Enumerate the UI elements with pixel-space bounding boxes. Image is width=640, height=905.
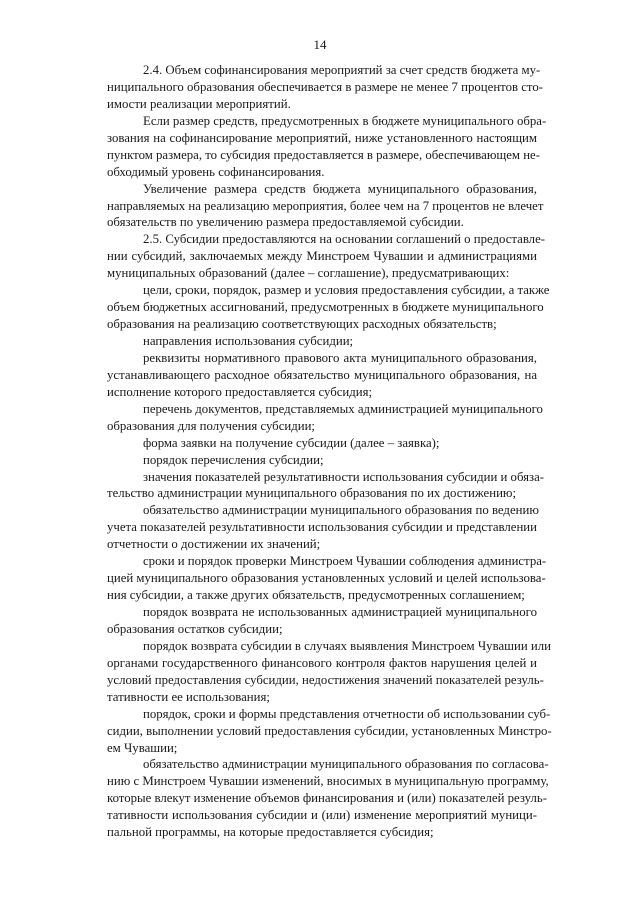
text-line: порядок возврата субсидии в случаях выявления Минстроем Чувашии или bbox=[143, 638, 551, 653]
text-line: тативности использования субсидии и (или) изменение мероприятий муници- bbox=[107, 808, 537, 823]
text-line: сидии, выполнении условий предоставления субсидии, установленных Минстро- bbox=[107, 723, 552, 738]
page-number: 14 bbox=[313, 37, 327, 52]
text-line: ния субсидии, а также других обязательств, предусмотренных соглашением; bbox=[107, 588, 525, 603]
text-line: условий предоставления субсидии, недостижения значений показателей резуль- bbox=[107, 672, 544, 687]
text-line: тативности ее использования; bbox=[107, 689, 270, 704]
text-line: обязательств по увеличению размера предоставляемой субсидии. bbox=[107, 215, 464, 230]
text-line: обходимый уровень софинансирования. bbox=[107, 164, 325, 179]
text-line: обязательство администрации муниципального образования по ведению bbox=[143, 503, 539, 518]
text-line: форма заявки на получение субсидии (далее – заявка); bbox=[143, 435, 440, 450]
text-line: порядок перечисления субсидии; bbox=[143, 452, 324, 467]
text-line: муниципальных образований (далее – соглашение), предусматривающих: bbox=[107, 266, 510, 281]
text-line: нию с Минстроем Чувашии изменений, вносимых в муниципальную программу, bbox=[107, 774, 549, 789]
text-line: пальной программы, на которые предоставляется субсидия; bbox=[107, 825, 434, 840]
text-line: 2.5. Субсидии предоставляются на основании соглашений о предоставле- bbox=[143, 232, 546, 247]
text-line: сроки и порядок проверки Минстроем Чувашии соблюдения администра- bbox=[143, 554, 547, 569]
text-line: образования остатков субсидии; bbox=[107, 621, 283, 636]
text-line: образования на реализацию соответствующих расходных обязательств; bbox=[107, 317, 497, 332]
text-line: перечень документов, представляемых администрацией муниципального bbox=[143, 401, 543, 416]
text-line: реквизиты нормативного правового акта муниципального образования, bbox=[143, 350, 537, 365]
document-body bbox=[107, 62, 552, 841]
text-line: органами государственного финансового контроля фактов нарушения целей и bbox=[107, 655, 537, 670]
text-line: отчетности о достижении их значений; bbox=[107, 537, 321, 552]
text-line: обязательство администрации муниципального образования по согласова- bbox=[143, 757, 549, 772]
text-line: Увеличение размера средств бюджета муниципального образования, bbox=[143, 181, 537, 196]
text-line: имости реализации мероприятий. bbox=[107, 96, 291, 111]
text-line: цией муниципального образования установленных условий и целей использова- bbox=[107, 571, 546, 586]
text-line: нии субсидий, заключаемых между Минстроем Чувашии и администрациями bbox=[107, 249, 537, 264]
text-line: значения показателей результативности использования субсидии и обяза- bbox=[143, 469, 545, 484]
text-line: 2.4. Объем софинансирования мероприятий за счет средств бюджета му- bbox=[143, 63, 541, 77]
text-line: Если размер средств, предусмотренных в бюджете муниципального обра- bbox=[143, 113, 547, 128]
text-line: направления использования субсидии; bbox=[143, 334, 354, 348]
text-line: пунктом размера, то субсидия предоставляется в размере, обеспечивающем не- bbox=[107, 147, 541, 162]
text-line: образования для получения субсидии; bbox=[107, 418, 315, 433]
text-line: направляемых на реализацию мероприятия, более чем на 7 процентов не влечет bbox=[107, 198, 544, 213]
text-line: зования на софинансирование мероприятий, ниже установленного настоящим bbox=[107, 130, 537, 145]
text-line: ниципального образования обеспечивается в размере не менее 7 процентов сто- bbox=[107, 79, 543, 94]
text-line: цели, сроки, порядок, размер и условия предоставления субсидии, а также bbox=[143, 283, 550, 298]
text-line: тельство администрации муниципального образования по их достижению; bbox=[107, 486, 517, 501]
text-line: которые влекут изменение объемов финансирования и (или) показателей резуль- bbox=[107, 791, 547, 806]
text-line: устанавливающего расходное обязательство муниципального образования, на bbox=[107, 367, 537, 382]
text-line: порядок возврата не использованных администрацией муниципального bbox=[143, 605, 537, 619]
text-line: порядок, сроки и формы представления отчетности об использовании суб- bbox=[143, 706, 551, 721]
text-line: исполнение которого предоставляется субсидия; bbox=[107, 384, 373, 399]
text-line: объем бюджетных ассигнований, предусмотренных в бюджете муниципального bbox=[107, 300, 544, 315]
text-line: ем Чувашии; bbox=[107, 740, 178, 755]
text-line: учета показателей результативности использования субсидии и представлении bbox=[107, 520, 537, 535]
